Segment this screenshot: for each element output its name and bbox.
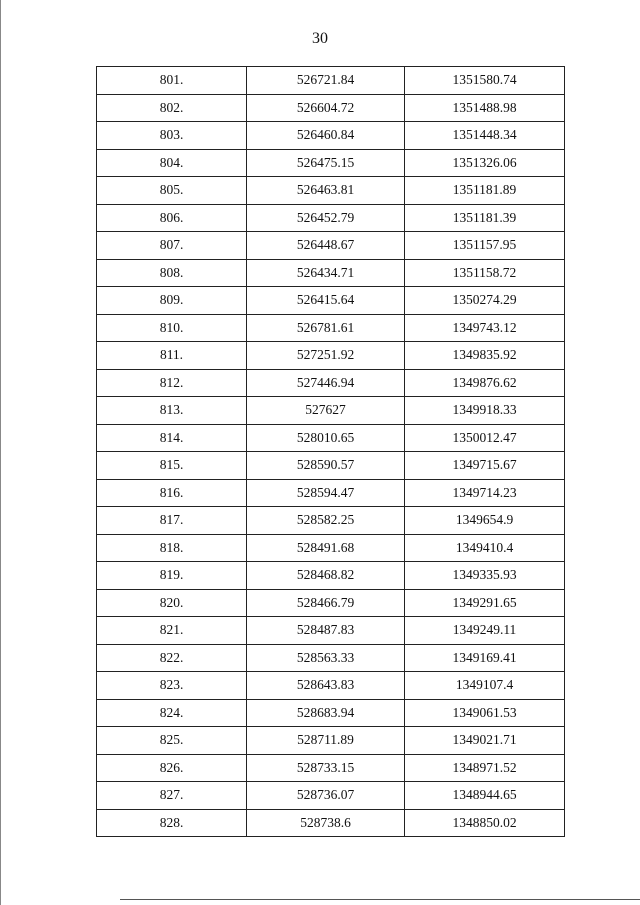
table-row xyxy=(97,589,565,617)
table-row xyxy=(97,149,565,177)
table-row xyxy=(97,534,565,562)
point-number-cell: 804. xyxy=(97,149,247,177)
point-number-cell: 816. xyxy=(97,479,247,507)
point-number-cell: 825. xyxy=(97,727,247,755)
x-coordinate-cell: 528468.82 xyxy=(247,562,405,590)
table-row xyxy=(97,314,565,342)
y-coordinate-cell: 1349835.92 xyxy=(405,342,565,370)
x-coordinate-cell: 528643.83 xyxy=(247,672,405,700)
x-coordinate-cell: 526781.61 xyxy=(247,314,405,342)
y-coordinate-cell: 1351158.72 xyxy=(405,259,565,287)
table-row xyxy=(97,287,565,315)
table-row xyxy=(97,809,565,837)
table-row xyxy=(97,644,565,672)
y-coordinate-cell: 1348850.02 xyxy=(405,809,565,837)
table-row xyxy=(97,232,565,260)
point-number-cell: 813. xyxy=(97,397,247,425)
table-row xyxy=(97,397,565,425)
y-coordinate-cell: 1349714.23 xyxy=(405,479,565,507)
table-row xyxy=(97,424,565,452)
x-coordinate-cell: 527446.94 xyxy=(247,369,405,397)
x-coordinate-cell: 528491.68 xyxy=(247,534,405,562)
table-row xyxy=(97,342,565,370)
table-row xyxy=(97,122,565,150)
y-coordinate-cell: 1349743.12 xyxy=(405,314,565,342)
point-number-cell: 801. xyxy=(97,67,247,95)
point-number-cell: 806. xyxy=(97,204,247,232)
table-row xyxy=(97,204,565,232)
point-number-cell: 815. xyxy=(97,452,247,480)
x-coordinate-cell: 526434.71 xyxy=(247,259,405,287)
y-coordinate-cell: 1351488.98 xyxy=(405,94,565,122)
x-coordinate-cell: 526460.84 xyxy=(247,122,405,150)
table-row xyxy=(97,672,565,700)
y-coordinate-cell: 1348971.52 xyxy=(405,754,565,782)
y-coordinate-cell: 1349291.65 xyxy=(405,589,565,617)
table-row xyxy=(97,479,565,507)
y-coordinate-cell: 1349410.4 xyxy=(405,534,565,562)
y-coordinate-cell: 1349918.33 xyxy=(405,397,565,425)
y-coordinate-cell: 1349335.93 xyxy=(405,562,565,590)
point-number-cell: 819. xyxy=(97,562,247,590)
y-coordinate-cell: 1348944.65 xyxy=(405,782,565,810)
y-coordinate-cell: 1351448.34 xyxy=(405,122,565,150)
table-row xyxy=(97,617,565,645)
x-coordinate-cell: 527627 xyxy=(247,397,405,425)
point-number-cell: 805. xyxy=(97,177,247,205)
x-coordinate-cell: 528683.94 xyxy=(247,699,405,727)
point-number-cell: 822. xyxy=(97,644,247,672)
point-number-cell: 821. xyxy=(97,617,247,645)
y-coordinate-cell: 1351181.39 xyxy=(405,204,565,232)
table-row xyxy=(97,259,565,287)
y-coordinate-cell: 1350274.29 xyxy=(405,287,565,315)
point-number-cell: 811. xyxy=(97,342,247,370)
x-coordinate-cell: 528590.57 xyxy=(247,452,405,480)
table-row xyxy=(97,452,565,480)
y-coordinate-cell: 1351580.74 xyxy=(405,67,565,95)
x-coordinate-cell: 528736.07 xyxy=(247,782,405,810)
point-number-cell: 820. xyxy=(97,589,247,617)
table-row xyxy=(97,177,565,205)
y-coordinate-cell: 1349876.62 xyxy=(405,369,565,397)
x-coordinate-cell: 526721.84 xyxy=(247,67,405,95)
y-coordinate-cell: 1349061.53 xyxy=(405,699,565,727)
y-coordinate-cell: 1350012.47 xyxy=(405,424,565,452)
x-coordinate-cell: 528563.33 xyxy=(247,644,405,672)
table-row xyxy=(97,507,565,535)
y-coordinate-cell: 1351326.06 xyxy=(405,149,565,177)
x-coordinate-cell: 526475.15 xyxy=(247,149,405,177)
bottom-rule xyxy=(120,899,640,900)
point-number-cell: 824. xyxy=(97,699,247,727)
x-coordinate-cell: 528487.83 xyxy=(247,617,405,645)
point-number-cell: 818. xyxy=(97,534,247,562)
point-number-cell: 807. xyxy=(97,232,247,260)
y-coordinate-cell: 1349715.67 xyxy=(405,452,565,480)
point-number-cell: 814. xyxy=(97,424,247,452)
point-number-cell: 827. xyxy=(97,782,247,810)
table-row xyxy=(97,782,565,810)
x-coordinate-cell: 526604.72 xyxy=(247,94,405,122)
y-coordinate-cell: 1349249.11 xyxy=(405,617,565,645)
x-coordinate-cell: 528594.47 xyxy=(247,479,405,507)
point-number-cell: 826. xyxy=(97,754,247,782)
coordinates-table xyxy=(96,66,565,837)
x-coordinate-cell: 528582.25 xyxy=(247,507,405,535)
table-row xyxy=(97,727,565,755)
y-coordinate-cell: 1349654.9 xyxy=(405,507,565,535)
page-edge xyxy=(0,0,1,905)
point-number-cell: 823. xyxy=(97,672,247,700)
table-row xyxy=(97,369,565,397)
page-number: 30 xyxy=(312,30,328,47)
x-coordinate-cell: 528466.79 xyxy=(247,589,405,617)
x-coordinate-cell: 528010.65 xyxy=(247,424,405,452)
x-coordinate-cell: 526463.81 xyxy=(247,177,405,205)
table-row xyxy=(97,562,565,590)
point-number-cell: 812. xyxy=(97,369,247,397)
table-row xyxy=(97,94,565,122)
x-coordinate-cell: 526415.64 xyxy=(247,287,405,315)
y-coordinate-cell: 1349021.71 xyxy=(405,727,565,755)
point-number-cell: 809. xyxy=(97,287,247,315)
point-number-cell: 808. xyxy=(97,259,247,287)
x-coordinate-cell: 528711.89 xyxy=(247,727,405,755)
point-number-cell: 802. xyxy=(97,94,247,122)
x-coordinate-cell: 527251.92 xyxy=(247,342,405,370)
y-coordinate-cell: 1349169.41 xyxy=(405,644,565,672)
point-number-cell: 828. xyxy=(97,809,247,837)
coordinates-table-body xyxy=(97,67,565,837)
y-coordinate-cell: 1349107.4 xyxy=(405,672,565,700)
table-row xyxy=(97,67,565,95)
x-coordinate-cell: 526448.67 xyxy=(247,232,405,260)
point-number-cell: 810. xyxy=(97,314,247,342)
x-coordinate-cell: 528738.6 xyxy=(247,809,405,837)
table-row xyxy=(97,699,565,727)
point-number-cell: 803. xyxy=(97,122,247,150)
y-coordinate-cell: 1351181.89 xyxy=(405,177,565,205)
y-coordinate-cell: 1351157.95 xyxy=(405,232,565,260)
table-row xyxy=(97,754,565,782)
point-number-cell: 817. xyxy=(97,507,247,535)
x-coordinate-cell: 528733.15 xyxy=(247,754,405,782)
x-coordinate-cell: 526452.79 xyxy=(247,204,405,232)
